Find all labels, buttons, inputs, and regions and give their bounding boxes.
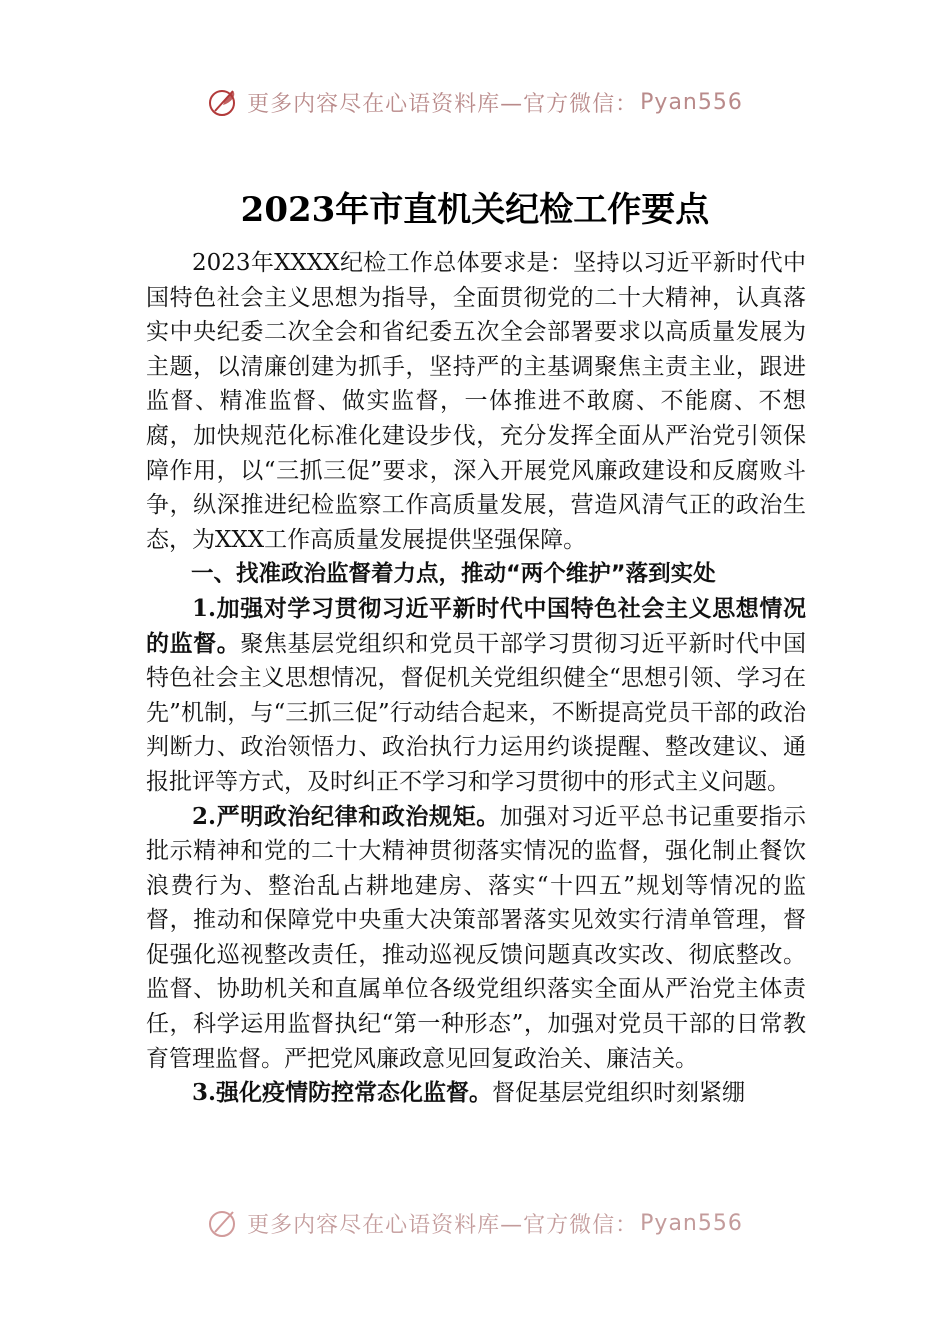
feather-seal-icon: [207, 1206, 241, 1240]
item-paragraph-2: [146, 800, 806, 1077]
item-paragraph-3: [146, 1076, 806, 1111]
watermark-text: 更多内容尽在心语资料库—官方微信：: [247, 1212, 639, 1238]
feather-seal-icon: [207, 85, 241, 119]
watermark-text: 更多内容尽在心语资料库—官方微信：: [247, 91, 639, 117]
item-lead: 3.强化疫情防控常态化监督。: [192, 1079, 493, 1107]
section-heading: 一、找准政治监督着力点，推动“两个维护”落到实处: [191, 561, 716, 588]
item-body: 聚焦基层党组织和党员干部学习贯彻习近平新时代中国特色社会主义思想情况，督促机关党组织健全“思想引领、学习在先”机制，与“三抓三促”行动结合起来，不断提高党员干部的政治判断力、政治领悟力、政治执行力运用约谈提醒、整改建议、通报批评等方式，及时纠正不学习和学习贯彻中的形式主义问题。: [146, 630, 807, 795]
item-body: 督促基层党组织时刻紧绷: [492, 1080, 746, 1107]
watermark-banner-top: [0, 82, 950, 122]
watermark-wechat-id: Pyan556: [640, 1210, 743, 1236]
watermark-wechat-id: Pyan556: [640, 89, 743, 115]
watermark-banner-bottom: [0, 1203, 950, 1243]
item-lead: 1.加强对学习贯彻习近平新时代中国特色社会主义思想情况的监督。: [146, 594, 806, 657]
item-lead: 2.严明政治纪律和政治规矩。: [192, 802, 500, 830]
intro-paragraph: 2023年XXXX纪检工作总体要求是：坚持以习近平新时代中国特色社会主义思想为指导，全面贯彻党的二十大精神，认真落实中央纪委二次全会和省纪委五次全会部署要求以高质量发展为主题，以清廉创建为抓手，坚持严的主基调聚焦主责主业，跟进监督、精准监督、做实监督，一体推进不敢腐、不能腐、不想腐，加快规范化标准化建设步伐，充分发挥全面从严治党引领保障作用，以“三抓三促”要求，深入开展党风廉政建设和反腐败斗争，纵深推进纪检监察工作高质量发展，营造风清气正的政治生态，为XXX工作高质量发展提供坚强保障。: [146, 250, 806, 553]
item-paragraph-1: [146, 592, 806, 800]
document-body: [146, 246, 806, 1111]
page-title: 2023年市直机关纪检工作要点: [240, 190, 710, 230]
item-body: 加强对习近平总书记重要指示批示精神和党的二十大精神贯彻落实情况的监督，强化制止餐饮浪费行为、整治乱占耕地建房、落实“十四五”规划等情况的监督，推动和保障党中央重大决策部署落实见效实行清单管理，督促强化巡视整改责任，推动巡视反馈问题真改实改、彻底整改。监督、协助机关和直属单位各级党组织落实全面从严治党主体责任，科学运用监督执纪“第一种形态”，加强对党员干部的日常教育管理监督。严把党风廉政意见回复政治关、廉洁关。: [146, 803, 807, 1072]
